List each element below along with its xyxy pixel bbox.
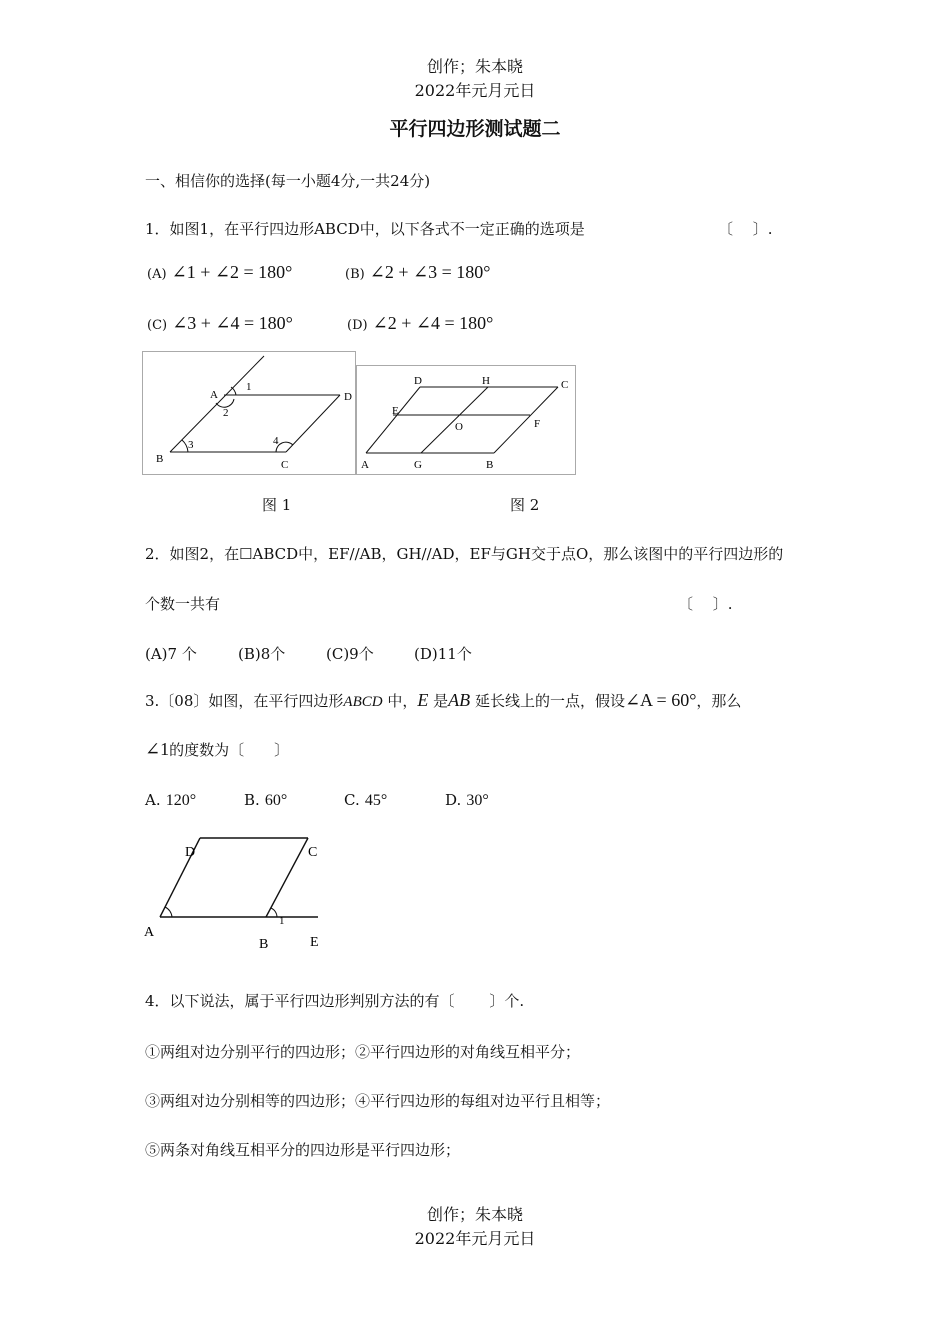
figure-1 (142, 351, 356, 475)
angle-a-arc (165, 907, 172, 917)
option-label: A. (145, 791, 161, 809)
q3-ab: AB (448, 690, 471, 710)
label-b: B (156, 453, 164, 465)
option-label: (B) (345, 267, 365, 282)
q3-abcd: ABCD (343, 694, 383, 710)
page-title: 平行四边形测试题二 (389, 118, 561, 140)
label-d: D (414, 375, 422, 387)
label-h: H (482, 375, 490, 387)
q3-option-a (145, 790, 196, 810)
angle-1-arc (271, 908, 277, 917)
label-c: C (308, 845, 318, 860)
section-heading: 一、相信你的选择(每一小题4分,一共24分) (145, 172, 431, 190)
label-g: G (414, 459, 422, 471)
figure-3 (138, 832, 328, 956)
option-value: 30° (466, 792, 489, 809)
label-b: B (486, 459, 494, 471)
label-e: E (310, 935, 319, 950)
figure-2-caption: 图 2 (510, 496, 540, 514)
option-label: (A) (147, 267, 167, 282)
q3-option-d (445, 790, 489, 810)
q1-option-a (147, 262, 292, 283)
q3-text-e: ，那么 (696, 692, 742, 710)
q3-text-line-2: 的度数为〔 〕 (169, 741, 290, 759)
q1-option-b (345, 262, 490, 283)
option-value: 45° (364, 792, 388, 809)
header-author: 创作；朱本晓 (426, 57, 523, 76)
q3-text-c: 是 (433, 692, 449, 710)
header-date: 2022年元月元日 (414, 81, 536, 100)
label-a: A (361, 459, 369, 471)
label-o: O (455, 421, 463, 433)
option-label: (D) (347, 318, 368, 333)
q4-statement-3: ⑤两条对角线互相平分的四边形是平行四边形； (145, 1141, 461, 1159)
q3-option-b (244, 790, 287, 810)
label-d: D (185, 845, 196, 860)
label-d: D (344, 391, 352, 403)
angle-1-label: 1 (279, 915, 285, 927)
figure-2 (356, 365, 576, 475)
label-f: F (534, 418, 541, 430)
option-value: 60° (264, 792, 288, 809)
q3-option-c (344, 790, 387, 810)
option-label: D. (445, 791, 462, 809)
option-expression: ∠3 + ∠4 = 180° (172, 313, 293, 333)
option-label: C. (344, 791, 360, 809)
option-expression: ∠2 + ∠4 = 180° (372, 313, 494, 333)
q1-option-c (147, 313, 293, 334)
q1-option-d (347, 313, 493, 334)
q3-e: E (417, 690, 429, 710)
question-2-blank: 〔 〕. (678, 595, 733, 613)
label-c: C (561, 379, 569, 391)
q4-statement-1: ①两组对边分别平行的四边形；②平行四边形的对角线互相平分； (145, 1043, 581, 1061)
q3-angle-1: ∠1 (145, 739, 170, 759)
option-label: (C) (147, 318, 168, 333)
option-label: B. (244, 791, 260, 809)
question-3-line-2 (145, 739, 289, 760)
label-e: E (392, 405, 399, 417)
label-b: B (259, 937, 269, 952)
footer-date: 2022年元月元日 (414, 1229, 536, 1248)
figure-2-frame (357, 366, 576, 475)
label-a: A (210, 389, 218, 401)
q3-text-d: 延长线上的一点，假设 (474, 692, 625, 710)
question-4-text: 4．以下说法，属于平行四边形判别方法的有〔 〕个. (145, 992, 525, 1010)
label-a: A (144, 925, 155, 940)
angle-1-label: 1 (246, 381, 252, 393)
q4-statement-2: ③两组对边分别相等的四边形；④平行四边形的每组对边平行且相等； (145, 1092, 611, 1110)
question-1-text: 1．如图1，在平行四边形ABCD中，以下各式不一定正确的选项是 (145, 220, 585, 238)
q2-option-d: (D)11个 (414, 645, 472, 663)
angle-2-label: 2 (223, 407, 229, 419)
q3-angle-a: ∠A = 60° (624, 690, 697, 710)
q3-text-a: 3.〔08〕如图，在平行四边形 (145, 692, 344, 710)
q3-text-b: 中， (387, 692, 418, 710)
option-expression: ∠2 + ∠3 = 180° (369, 262, 491, 282)
question-3-line-1 (145, 690, 741, 711)
question-2-line-2: 个数一共有 (145, 595, 221, 613)
label-c: C (281, 459, 289, 471)
angle-4-label: 4 (273, 435, 279, 447)
question-2-line-1: 2．如图2，在☐ABCD中，EF//AB，GH//AD，EF与GH交于点O，那么该图中的平行四边形的 (145, 545, 784, 563)
question-1-blank: 〔 〕. (718, 220, 773, 238)
q2-option-a: (A)7 个 (145, 645, 197, 663)
figure-1-caption: 图 1 (262, 496, 292, 514)
option-value: 120° (165, 792, 197, 809)
q2-option-b: (B)8个 (238, 645, 286, 663)
option-expression: ∠1 + ∠2 = 180° (171, 262, 293, 282)
q2-option-c: (C)9个 (326, 645, 374, 663)
angle-3-label: 3 (188, 439, 194, 451)
side-bc (266, 838, 308, 917)
footer-author: 创作；朱本晓 (426, 1205, 523, 1224)
